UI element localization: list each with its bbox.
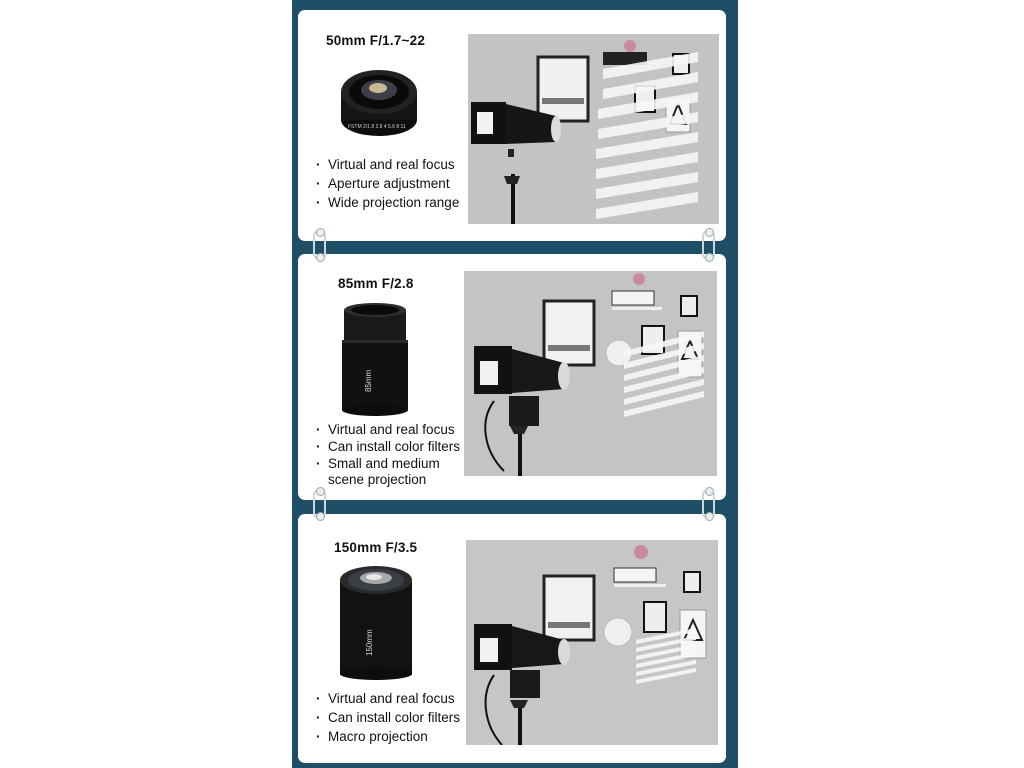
product-title: 150mm F/3.5: [334, 540, 418, 555]
feature-item: · Can install color filters: [316, 439, 460, 455]
feature-list: [316, 155, 459, 212]
product-card-150mm: [298, 514, 726, 763]
projection-photo: [466, 540, 718, 745]
projection-scene: [466, 540, 718, 745]
lens-150mm-image: [336, 564, 416, 682]
feature-item: · Aperture adjustment: [316, 174, 459, 193]
product-card-50mm: [298, 10, 726, 241]
connector-ring: [702, 230, 715, 260]
product-title: 85mm F/2.8: [338, 276, 414, 291]
projection-scene: [468, 34, 719, 224]
feature-item: · Macro projection: [316, 727, 460, 746]
feature-list: [316, 689, 460, 746]
feature-item: · Virtual and real focus: [316, 689, 460, 708]
lens-50mm-image: [334, 62, 424, 142]
connector-ring: [313, 489, 326, 519]
lens-85mm-image: [338, 300, 413, 418]
product-card-85mm: [298, 254, 726, 500]
lens-engraving: 85mm: [364, 369, 373, 392]
projection-photo: [468, 34, 719, 224]
feature-item: · Can install color filters: [316, 708, 460, 727]
feature-item: · Virtual and real focus: [316, 422, 460, 438]
feature-item: · Wide projection range: [316, 193, 459, 212]
lens-engraving: FSTM 2/1.8 2.8 4 5.6 8 11: [348, 124, 406, 130]
feature-item-line-2: scene projection: [328, 472, 427, 487]
projection-photo: [464, 271, 717, 476]
connector-ring: [313, 230, 326, 260]
projection-scene: [464, 271, 717, 476]
feature-list: [316, 422, 460, 489]
feature-item: [316, 456, 460, 488]
lens-engraving: 150mm: [365, 629, 374, 656]
product-title: 50mm F/1.7~22: [326, 33, 426, 48]
feature-item-line-1: Small and medium: [328, 456, 440, 471]
feature-item: · Virtual and real focus: [316, 155, 459, 174]
connector-ring: [702, 489, 715, 519]
